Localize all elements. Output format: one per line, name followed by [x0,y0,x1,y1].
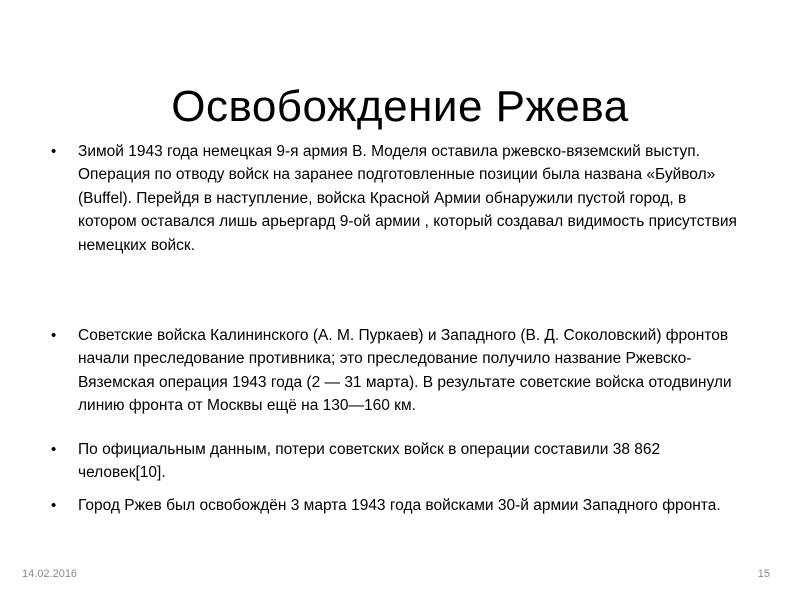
slide-title: Освобождение Ржева [171,82,629,132]
page-number: 15 [757,568,770,580]
bullet-item-2: • Советские войска Калининского (А. М. Пуркаев) и Западного (В. Д. Соколовский) фронтов начали преследование противника; это преследование получило название Ржевско-Вяземская операция 1943 года (2 — 31 марта). В результате советские войска отодвинули линию фронта от Москвы ещё на 130—160 км. [40,324,740,418]
bullet-item-3: • По официальным данным, потери советских войск в операции составили 38 862 человек[10]. [40,438,740,485]
bullet-list [40,140,740,518]
bullet-item-4: • Город Ржев был освобождён 3 марта 1943 года войсками 30-й армии Западного фронта. [40,494,740,517]
bullet-item-1: • Зимой 1943 года немецкая 9-я армия В. Моделя оставила ржевско-вяземский выступ. Операция по отводу войск на заранее подготовленные позиции была названа «Буйвол» (Buffel). Перейдя в наступление, войска Красной Армии обнаружили пустой город, в котором оставался лишь арьергард 9-ой армии , который создавал видимость присутствия немецких войск. [40,140,740,257]
footer-date: 14.02.2016 [22,568,78,580]
